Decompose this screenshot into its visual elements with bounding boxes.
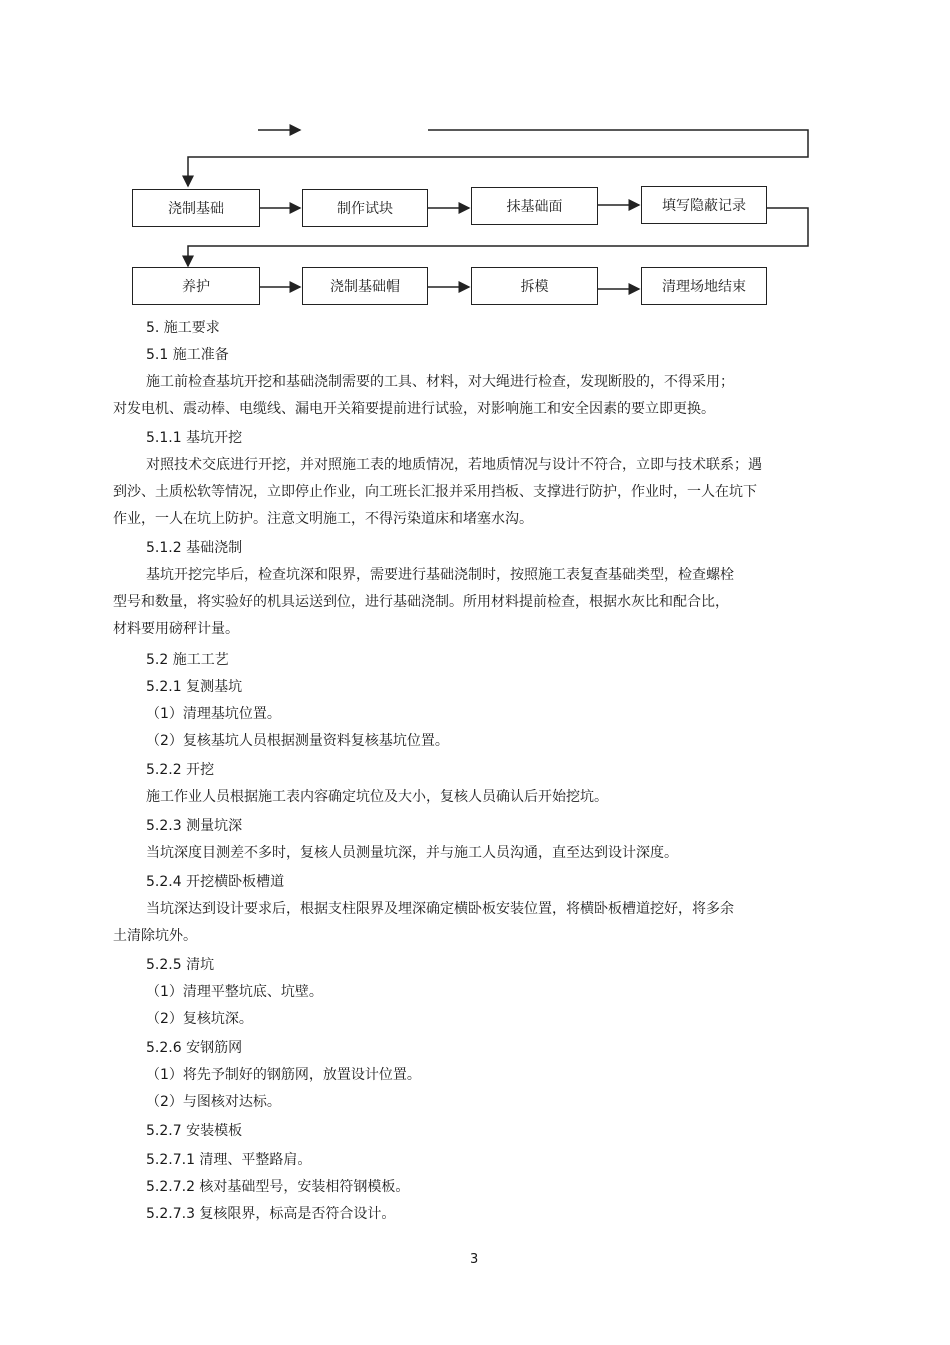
subsection-heading: 5.1 施工准备 (146, 347, 229, 363)
flow-box-pour-cap: 浇制基础帽 (302, 267, 428, 305)
paragraph-line: 材料要用磅秤计量。 (113, 621, 239, 637)
subsection-heading: 5.1.2 基础浇制 (146, 540, 243, 556)
paragraph-line: 到沙、土质松软等情况，立即停止作业，向工班长汇报并采用挡板、支撑进行防护，作业时，一人在坑下 (113, 484, 757, 500)
subsection-heading: 5.2.4 开挖横卧板槽道 (146, 874, 285, 890)
flow-box-smooth-surface: 抹基础面 (471, 187, 598, 225)
subsection-heading: 5.2.5 清坑 (146, 957, 215, 973)
subsection-heading: 5.2.1 复测基坑 (146, 679, 243, 695)
paragraph-line: 对照技术交底进行开挖，并对照施工表的地质情况，若地质情况与设计不符合，立即与技术联系；遇 (146, 457, 762, 473)
paragraph-line: 作业，一人在坑上防护。注意文明施工，不得污染道床和堵塞水沟。 (113, 511, 533, 527)
flow-box-fill-record: 填写隐蔽记录 (641, 186, 767, 224)
list-item: （1）清理基坑位置。 (146, 706, 281, 722)
flow-box-curing: 养护 (132, 267, 260, 305)
list-item: （2）与图核对达标。 (146, 1094, 281, 1110)
flow-box-remove-mold: 拆模 (471, 267, 598, 305)
paragraph-line: 施工作业人员根据施工表内容确定坑位及大小，复核人员确认后开始挖坑。 (146, 789, 608, 805)
paragraph-line: 对发电机、震动棒、电缆线、漏电开关箱要提前进行试验，对影响施工和安全因素的要立即更换。 (113, 401, 715, 417)
section-heading: 5. 施工要求 (146, 320, 220, 336)
paragraph-line: 基坑开挖完毕后，检查坑深和限界，需要进行基础浇制时，按照施工表复查基础类型，检查螺栓 (146, 567, 734, 583)
subsection-heading: 5.2.6 安钢筋网 (146, 1040, 243, 1056)
return-line-top (188, 130, 808, 186)
list-item: 5.2.7.2 核对基础型号，安装相符钢模板。 (146, 1179, 410, 1195)
subsection-heading: 5.2 施工工艺 (146, 652, 229, 668)
list-item: 5.2.7.1 清理、平整路肩。 (146, 1152, 312, 1168)
page-number: 3 (470, 1252, 479, 1267)
paragraph-line: 当坑深达到设计要求后，根据支柱限界及埋深确定横卧板安装位置，将横卧板槽道挖好，将多余 (146, 901, 734, 917)
subsection-heading: 5.2.3 测量坑深 (146, 818, 243, 834)
list-item: （1）将先予制好的钢筋网，放置设计位置。 (146, 1067, 421, 1083)
paragraph-line: 当坑深度目测差不多时，复核人员测量坑深，并与施工人员沟通，直至达到设计深度。 (146, 845, 678, 861)
flow-box-cleanup: 清理场地结束 (641, 267, 767, 305)
paragraph-line: 型号和数量，将实验好的机具运送到位，进行基础浇制。所用材料提前检查，根据水灰比和配合比， (113, 594, 729, 610)
list-item: （1）清理平整坑底、坑壁。 (146, 984, 323, 1000)
flow-box-pour-foundation: 浇制基础 (132, 189, 260, 227)
list-item: （2）复核基坑人员根据测量资料复核基坑位置。 (146, 733, 449, 749)
list-item: 5.2.7.3 复核限界，标高是否符合设计。 (146, 1206, 396, 1222)
subsection-heading: 5.2.7 安装模板 (146, 1123, 243, 1139)
paragraph-line: 土清除坑外。 (113, 928, 197, 944)
subsection-heading: 5.2.2 开挖 (146, 762, 215, 778)
list-item: （2）复核坑深。 (146, 1011, 253, 1027)
subsection-heading: 5.1.1 基坑开挖 (146, 430, 243, 446)
paragraph-line: 施工前检查基坑开挖和基础浇制需要的工具、材料，对大绳进行检查，发现断股的，不得采用； (146, 374, 734, 390)
flow-box-make-test-block: 制作试块 (302, 189, 428, 227)
